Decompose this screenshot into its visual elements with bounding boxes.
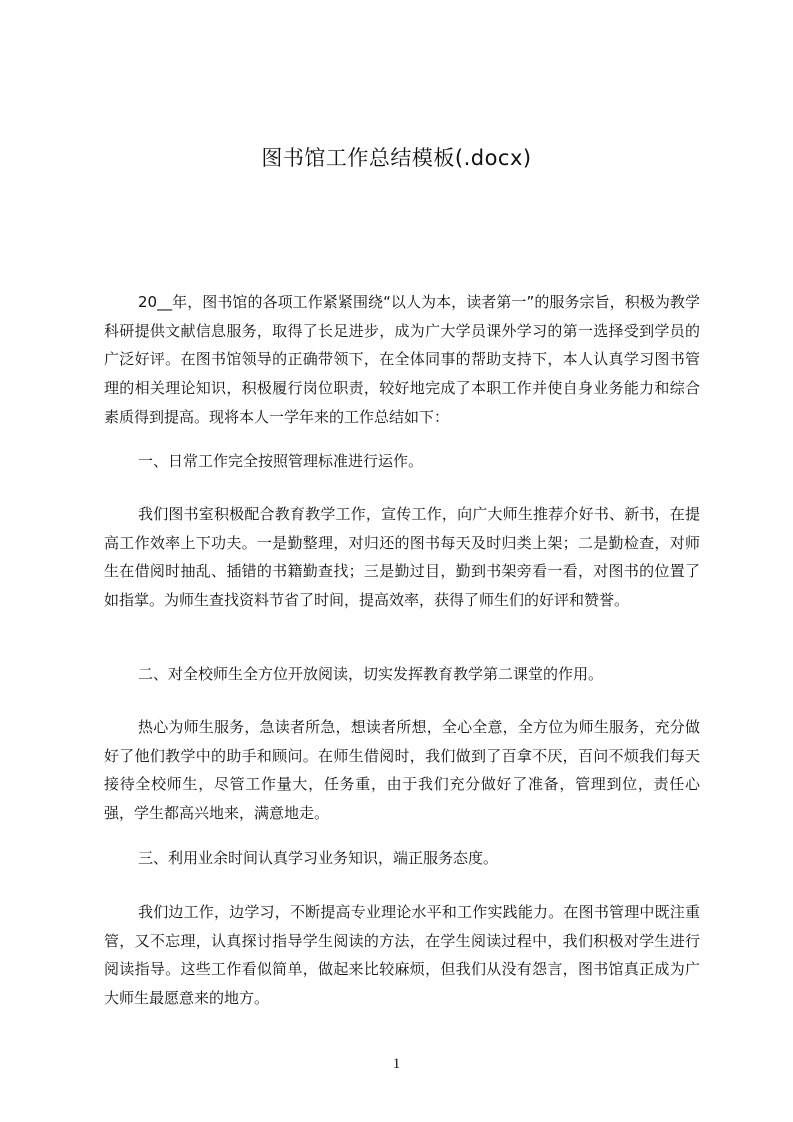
section-1-heading: 一、日常工作完全按照管理标准进行运作。: [138, 452, 424, 470]
section-2-heading: 二、对全校师生全方位开放阅读，切实发挥教育教学第二课堂的作用。: [138, 665, 604, 683]
page-number: 1: [392, 1056, 401, 1072]
section-3-heading: 三、利用业余时间认真学习业务知识，端正服务态度。: [138, 849, 499, 867]
section-3-body: 我们边工作，边学习，不断提高专业理论水平和工作实践能力。在图书管理中既注重管，又不忘理，认真探讨指导学生阅读的方法，在学生阅读过程中，我们积极对学生进行阅读指导。这些工作看似简单，做起来比较麻烦，但我们从没有怨言，图书馆真正成为广大师生最愿意来的地方。: [104, 903, 700, 1008]
intro-paragraph: 20__年，图书馆的各项工作紧紧围绕“以人为本，读者第一”的服务宗旨，积极为教学科研提供文献信息服务，取得了长足进步，成为广大学员课外学习的第一选择受到学员的广泛好评。在图书馆领导的正确带领下，在全体同事的帮助支持下，本人认真学习图书管理的相关理论知识，积极履行岗位职责，较好地完成了本职工作并使自身业务能力和综合素质得到提高。现将本人一学年来的工作总结如下：: [104, 293, 700, 426]
section-1-body: 我们图书室积极配合教育教学工作，宣传工作，向广大师生推荐介好书、新书，在提高工作效率上下功夫。一是勤整理，对归还的图书每天及时归类上架；二是勤检查，对师生在借阅时抽乱、插错的书籍勤查找；三是勤过目，勤到书架旁看一看，对图书的位置了如指掌。为师生查找资料节省了时间，提高效率，获得了师生们的好评和赞誉。: [104, 505, 700, 610]
section-2-body: 热心为师生服务，急读者所急，想读者所想，全心全意，全方位为师生服务，充分做好了他们教学中的助手和顾问。在师生借阅时，我们做到了百拿不厌，百问不烦我们每天接待全校师生，尽管工作量大，任务重，由于我们充分做好了准备，管理到位，责任心强，学生都高兴地来，满意地走。: [104, 718, 700, 823]
document-title: 图书馆工作总结模板(.docx): [261, 146, 532, 170]
